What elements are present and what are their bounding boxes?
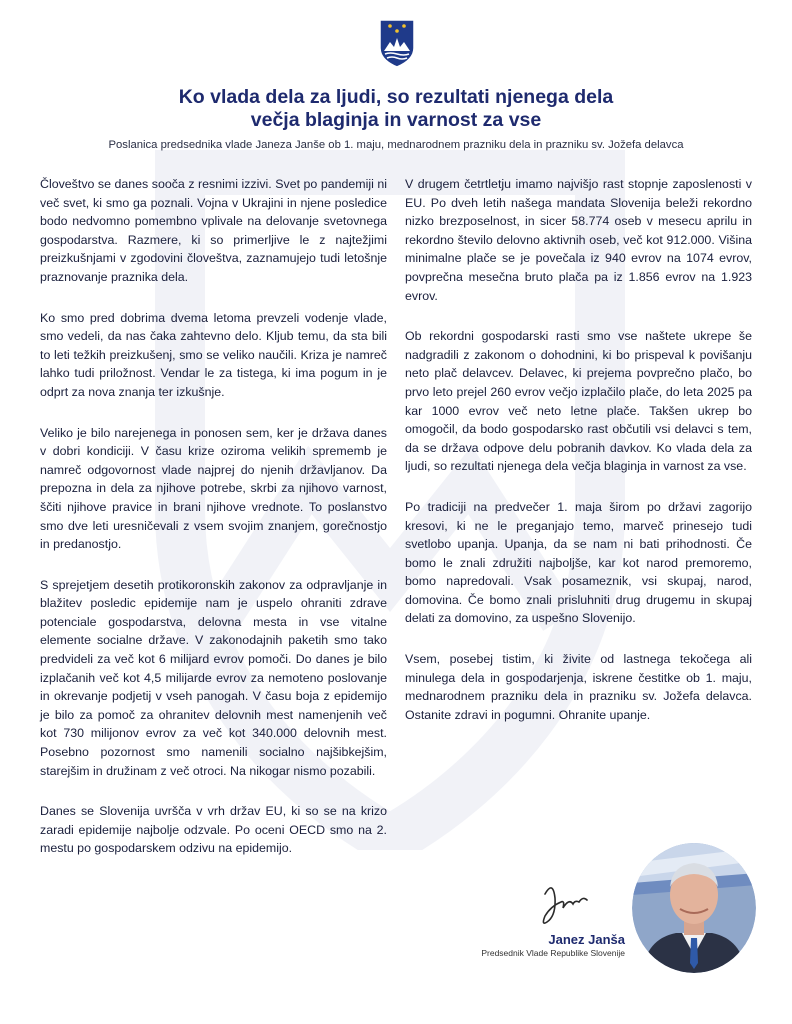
paragraph: Ob rekordni gospodarski rasti smo vse naštete ukrepe še nadgradili z zakonom o dohodnini, ki bo prispeval k povišanju neto plač delavcev. Delavec, ki prejema povprečno plačo, bo prvo leto prejel 260 evrov večjo izplačilo plače, do leta 2025 pa kar 1000 evrov več neto letne plače. Takšen ukrep bo omogočil, da bodo gospodarsko rast občutili vsi delavci s tem, da se država odpove delu pobranih davkov. Ko vlada dela za ljudi, so rezultati njenega dela večja blaginja in varnost za vse.: [405, 329, 752, 474]
title-line-2: večja blaginja in varnost za vse: [250, 109, 542, 131]
title-line-1: Ko vlada dela za ljudi, so rezultati njenega dela: [178, 86, 614, 108]
coat-of-arms-icon: [378, 18, 416, 68]
page-subtitle: Poslanica predsednika vlade Janeza Janše ob 1. maju, mednarodnem prazniku dela in prazniku sv. Jožefa delavca: [108, 139, 684, 151]
paragraph: Ko smo pred dobrima dvema letoma prevzeli vodenje vlade, smo vedeli, da nas čaka zahtevno delo. Kljub temu, da sta bili to leti težkih preizkušenj, smo se veliko naučili. Kriza je namreč lahko tudi priložnost. Vendar le za tistega, ki ima pogum in je odprt za nova znanja ter izkušnje.: [40, 310, 387, 399]
paragraph: Vsem, posebej tistim, ki živite od lastnega tekočega ali minulega dela in gospodarjenja, iskrene čestitke ob 1. maju, mednarodnem prazniku dela in prazniku sv. Jožefa delavca. Ostanite zdravi in pogumni. Ohranite upanje.: [405, 652, 752, 722]
signatory-role: Predsednik Vlade Republike Slovenije: [481, 948, 625, 958]
page-title: [0, 86, 792, 132]
paragraph: Danes se Slovenija uvršča v vrh držav EU, ki so se na krizo zaradi epidemije najbolje odzvale. Po oceni OECD smo na 2. mestu po gospodarskem odzivu na epidemijo.: [40, 804, 387, 856]
paragraph: Veliko je bilo narejenega in ponosen sem, ker je država danes v dobri kondiciji. V času krize oziroma velikih sprememb je namreč odgovornost vlade najprej do njenih državljanov. Da prepozna in dela za njihove potrebe, skrbi za njihovo varnost, ščiti njihove pravice in brani njihove vrednote. To poslanstvo smo dve leti uresničevali z vsem svojim znanjem, gorečnostjo in predanostjo.: [40, 425, 387, 552]
left-column: [40, 175, 387, 880]
paragraph: Po tradiciji na predvečer 1. maja širom po državi zagorijo kresovi, ki ne le preganjajo temo, marveč prinesejo tudi svetlobo upanja. Upanja, da se nam ni bati prihodnosti. Če bomo le znali združiti najboljše, kar kot narod premoremo, bomo napredovali. Vsak posameznik, vsi skupaj, narod, domovina. Če bomo znali prisluhniti drug drugemu in skupaj delati za domovino, za uspešno Slovenijo.: [405, 499, 752, 626]
handwritten-signature-icon: [535, 872, 595, 932]
paragraph: V drugem četrtletju imamo najvišjo rast stopnje zaposlenosti v EU. Po dveh letih našega mandata Slovenija beleži rekordno nizko brezposelnost, in sicer 58.774 oseb v mesecu aprilu in rekordno število delovno aktivnih oseb, več kot 912.000. Višina minimalne plače se je povečala iz 940 evrov na 1074 evrov, povprečna mesečna bruto plača pa iz 1.856 evrov na 1.923 evrov.: [405, 177, 752, 303]
paragraph: Človeštvo se danes sooča z resnimi izzivi. Svet po pandemiji ni več svet, ki smo ga poznali. Vojna v Ukrajini in njene posledice bodo nedvomno pomembno vplivale na delovanje svetovnega gospodarstva. Razmere, ki so primerljive le z najtežjimi preizkušnjami v zgodovini človeštva, zaznamujejo tudi letošnje praznovanje praznika dela.: [40, 177, 387, 284]
paragraph: S sprejetjem desetih protikoronskih zakonov za odpravljanje in blažitev posledic epidemije nam je uspelo ohraniti zdrave potenciale gospodarstva, delovna mesta in vse vitalne elemente socialne države. V zakonodajnih paketih smo tako predvideli za več kot 6 milijard evrov pomoči. Do danes je bilo izplačanih več kot 4,5 milijarde evrov za nemoteno poslovanje in okrevanje podjetij v vseh panogah. V času boja z epidemijo je bilo za pomoč za ohranitev delovnih mest namenjenih več kot 730 milijonov evrov za več kot 340.000 delovnih mest. Posebno pozornost smo namenili socialno najšibkejšim, starejšim in družinam z več otroci. Na nikogar nismo pozabili.: [40, 577, 387, 778]
signatory-name: Janez Janša: [548, 932, 625, 947]
right-column: [405, 175, 752, 746]
portrait-photo: [632, 843, 756, 973]
